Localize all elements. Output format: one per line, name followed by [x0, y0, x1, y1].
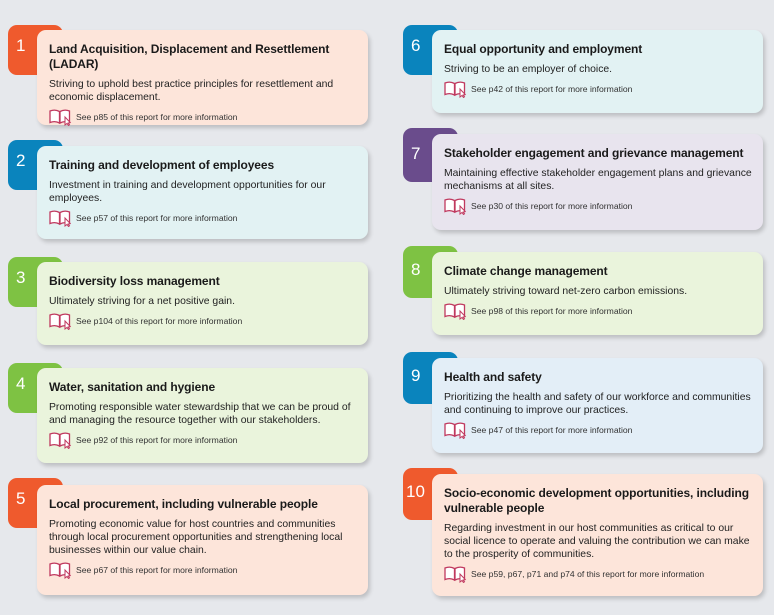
book-icon	[48, 312, 72, 330]
item-5-reference-link[interactable]	[49, 561, 358, 579]
item-5-number-badge: 5	[8, 478, 63, 528]
item-7-description: Maintaining effective stakeholder engagement plans and grievance mechanisms at all sites.	[444, 168, 752, 192]
item-1-reference-link[interactable]	[49, 108, 358, 126]
item-6-reference-text: See p42 of this report for more information	[471, 84, 633, 94]
item-9-title: Health and safety	[444, 370, 542, 384]
item-9-description: Prioritizing the health and safety of our workforce and communities and continuing to improve our practices.	[444, 392, 751, 416]
item-4-number-badge: 4	[8, 363, 63, 413]
book-icon	[443, 302, 467, 320]
item-9-card	[432, 358, 763, 453]
item-7-title: Stakeholder engagement and grievance management	[444, 146, 744, 160]
item-5-reference-text: See p67 of this report for more information	[76, 565, 238, 575]
book-icon	[443, 197, 467, 215]
item-10-reference-link[interactable]	[444, 565, 753, 583]
item-4-card	[37, 368, 368, 463]
item-4-title: Water, sanitation and hygiene	[49, 380, 216, 394]
book-icon	[48, 431, 72, 449]
item-3-description: Ultimately striving for a net positive gain.	[49, 296, 235, 307]
item-4-reference-text: See p92 of this report for more information	[76, 435, 238, 445]
item-2-description: Investment in training and development opportunities for our employees.	[49, 180, 326, 204]
item-6-description: Striving to be an employer of choice.	[444, 64, 613, 75]
item-6-title: Equal opportunity and employment	[444, 42, 643, 56]
item-9-reference-link[interactable]	[444, 421, 753, 439]
item-3-title: Biodiversity loss management	[49, 274, 220, 288]
item-9-reference-text: See p47 of this report for more information	[471, 425, 633, 435]
item-8-card	[432, 252, 763, 335]
book-icon	[443, 421, 467, 439]
item-2-number-badge: 2	[8, 140, 63, 190]
item-3-reference-text: See p104 of this report for more information	[76, 316, 243, 326]
item-3-card	[37, 262, 368, 345]
item-6-reference-link[interactable]	[444, 80, 753, 98]
item-1-title: Land Acquisition, Displacement and Resettlement (LADAR)	[49, 42, 330, 71]
item-2-title: Training and development of employees	[49, 158, 275, 172]
item-8-reference-link[interactable]	[444, 302, 753, 320]
item-9-number-badge: 9	[403, 352, 458, 404]
item-10-card	[432, 474, 763, 596]
item-7-reference-link[interactable]	[444, 197, 753, 215]
item-3-number-badge: 3	[8, 257, 63, 307]
item-8-reference-text: See p98 of this report for more information	[471, 306, 633, 316]
item-6-card	[432, 30, 763, 113]
item-4-reference-link[interactable]	[49, 431, 358, 449]
item-5-description: Promoting economic value for host countries and communities through local procurement opportunities and strengthening local businesses within our value chain.	[49, 519, 343, 556]
book-icon	[443, 80, 467, 98]
book-icon	[48, 108, 72, 126]
item-10-number-badge: 10	[403, 468, 458, 520]
item-8-number-badge: 8	[403, 246, 458, 298]
item-7-number-badge: 7	[403, 128, 458, 182]
item-1-card	[37, 30, 368, 125]
item-6-number-badge: 6	[403, 25, 458, 75]
book-icon	[48, 561, 72, 579]
item-3-reference-link[interactable]	[49, 312, 358, 330]
item-4-description: Promoting responsible water stewardship that we can be proud of and managing the resource together with our stakeholders.	[49, 402, 351, 426]
item-10-title: Socio-economic development opportunities, including vulnerable people	[444, 486, 749, 515]
item-10-reference-text: See p59, p67, p71 and p74 of this report for more information	[471, 569, 705, 579]
item-10-description: Regarding investment in our host communities as critical to our social licence to operate and valuing the contribution we can make to the prosperity of communities.	[444, 523, 750, 560]
item-1-number-badge: 1	[8, 25, 63, 75]
item-2-card	[37, 146, 368, 239]
item-8-description: Ultimately striving toward net-zero carbon emissions.	[444, 286, 688, 297]
item-7-card	[432, 134, 763, 230]
item-5-title: Local procurement, including vulnerable people	[49, 497, 318, 511]
item-1-reference-text: See p85 of this report for more information	[76, 112, 238, 122]
item-2-reference-text: See p57 of this report for more information	[76, 213, 238, 223]
item-8-title: Climate change management	[444, 264, 608, 278]
item-2-reference-link[interactable]	[49, 209, 358, 227]
book-icon	[48, 209, 72, 227]
item-5-card	[37, 485, 368, 595]
item-7-reference-text: See p30 of this report for more information	[471, 201, 633, 211]
book-icon	[443, 565, 467, 583]
item-1-description: Striving to uphold best practice principles for resettlement and economic displacement.	[49, 79, 334, 103]
